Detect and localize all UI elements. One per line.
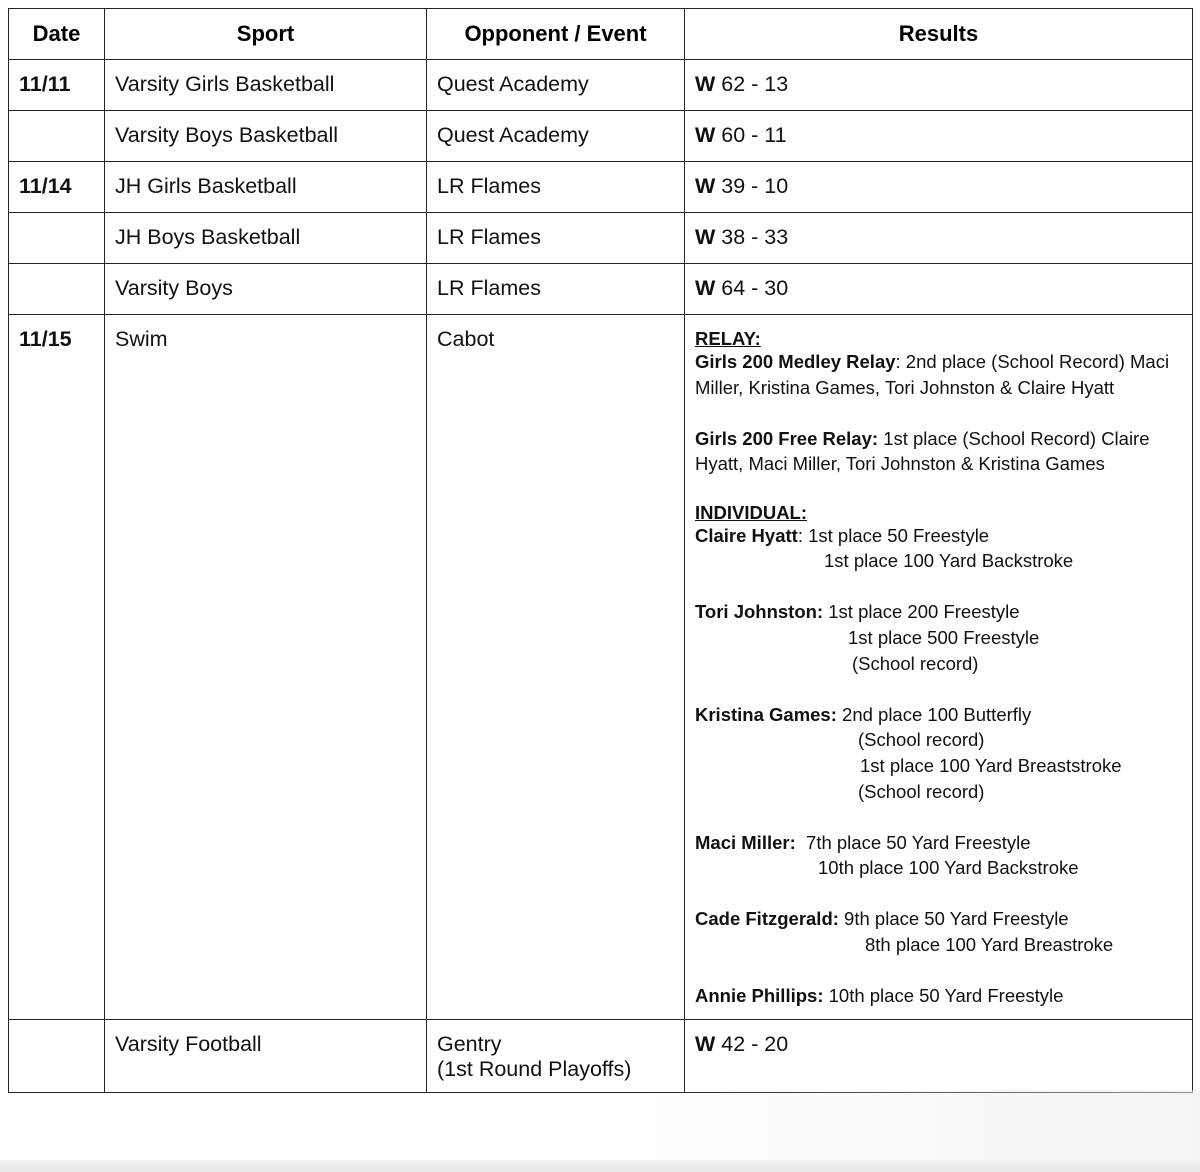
date-cell <box>9 213 105 264</box>
table-row-swim <box>9 315 1193 1020</box>
opponent-cell <box>427 1019 685 1092</box>
opponent-cell: Cabot <box>427 315 685 1020</box>
swimmer-entry <box>695 983 1182 1009</box>
date-cell <box>9 264 105 315</box>
swimmer-result-line: (School record) <box>858 729 985 751</box>
sport-cell: Swim <box>105 315 427 1020</box>
individual-heading: INDIVIDUAL: <box>695 501 808 523</box>
table-row <box>9 111 1193 162</box>
opponent-cell: LR Flames <box>427 264 685 315</box>
bottom-edge-strip <box>0 1160 1200 1172</box>
score: 39 - 10 <box>721 174 789 198</box>
date-cell: 11/14 <box>9 162 105 213</box>
swimmer-name: Tori Johnston: <box>695 601 824 623</box>
relay-entry <box>695 349 1182 400</box>
sport-cell: JH Boys Basketball <box>105 213 427 264</box>
swimmer-entry <box>695 830 1182 856</box>
table-row <box>9 60 1193 111</box>
relay-heading: RELAY: <box>695 328 761 349</box>
swimmer-result: 1st place 200 Freestyle <box>823 601 1020 623</box>
relay-entry <box>695 426 1182 477</box>
opponent-cell: LR Flames <box>427 213 685 264</box>
score: 64 - 30 <box>721 276 789 300</box>
swimmer-result: : 1st place 50 Freestyle <box>797 524 990 546</box>
swimmer-result-line: (School record) <box>858 780 985 802</box>
swimmer-result-line: 1st place 500 Freestyle <box>848 626 1040 648</box>
result-cell <box>685 162 1193 213</box>
swimmer-entry <box>695 523 1182 549</box>
swimmer-name: Cade Fitzgerald: <box>695 908 839 930</box>
swim-results-cell <box>685 315 1193 1020</box>
opponent-cell: LR Flames <box>427 162 685 213</box>
table-row <box>9 1019 1193 1092</box>
opponent-cell: Quest Academy <box>427 111 685 162</box>
date-cell: 11/15 <box>9 315 105 1020</box>
score: 38 - 33 <box>721 225 789 249</box>
sport-cell: Varsity Boys Basketball <box>105 111 427 162</box>
header-row <box>9 9 1193 60</box>
header-sport: Sport <box>105 9 427 60</box>
date-cell: 11/11 <box>9 60 105 111</box>
results-table <box>8 8 1193 1093</box>
swimmer-name: Annie Phillips: <box>695 985 824 1007</box>
win-mark: W <box>695 174 716 198</box>
relay-name: Girls 200 Medley Relay <box>695 351 896 372</box>
relay-name: Girls 200 Free Relay: <box>695 427 879 449</box>
swimmer-result: 7th place 50 Yard Freestyle <box>795 831 1031 853</box>
result-cell <box>685 213 1193 264</box>
swimmer-result: 2nd place 100 Butterfly <box>836 703 1032 725</box>
sport-cell: Varsity Girls Basketball <box>105 60 427 111</box>
sport-cell: JH Girls Basketball <box>105 162 427 213</box>
result-cell <box>685 264 1193 315</box>
table-row <box>9 162 1193 213</box>
swimmer-result-line: 1st place 100 Yard Breaststroke <box>860 754 1122 776</box>
score: 42 - 20 <box>721 1031 789 1056</box>
result-cell <box>685 111 1193 162</box>
swimmer-result: 9th place 50 Yard Freestyle <box>838 908 1069 930</box>
opponent-cell: Quest Academy <box>427 60 685 111</box>
sport-cell: Varsity Football <box>105 1019 427 1092</box>
result-cell <box>685 60 1193 111</box>
table-row <box>9 264 1193 315</box>
table-row <box>9 213 1193 264</box>
date-cell <box>9 1019 105 1092</box>
win-mark: W <box>695 1031 716 1056</box>
swimmer-result-line: (School record) <box>852 652 979 674</box>
header-date: Date <box>9 9 105 60</box>
swimmer-result-line: 8th place 100 Yard Breastroke <box>865 934 1114 956</box>
swimmer-entry <box>695 702 1182 728</box>
header-results: Results <box>685 9 1193 60</box>
relay-text: : 2nd place (School Record) Maci Miller, Kristina Games, Tori Johnston & Claire Hyatt <box>695 351 1170 398</box>
swimmer-name: Kristina Games: <box>695 703 837 725</box>
opponent-note: (1st Round Playoffs) <box>437 1056 632 1081</box>
result-cell <box>685 1019 1193 1092</box>
swimmer-result: 10th place 50 Yard Freestyle <box>823 985 1064 1007</box>
date-cell <box>9 111 105 162</box>
header-opponent: Opponent / Event <box>427 9 685 60</box>
swimmer-name: Claire Hyatt <box>695 524 798 546</box>
opponent-name: Gentry <box>437 1031 502 1056</box>
sport-cell: Varsity Boys <box>105 264 427 315</box>
win-mark: W <box>695 72 716 96</box>
swimmer-result-line: 1st place 100 Yard Backstroke <box>824 550 1074 572</box>
score: 60 - 11 <box>721 123 787 147</box>
relay-text: 1st place (School Record) Claire Hyatt, Maci Miller, Tori Johnston & Kristina Games <box>695 427 1150 475</box>
swimmer-result-line: 10th place 100 Yard Backstroke <box>818 857 1079 879</box>
swimmer-entry <box>695 599 1182 625</box>
score: 62 - 13 <box>721 72 789 96</box>
win-mark: W <box>695 225 716 249</box>
win-mark: W <box>695 276 716 300</box>
swimmer-name: Maci Miller: <box>695 831 796 853</box>
win-mark: W <box>695 123 716 147</box>
swimmer-entry <box>695 906 1182 932</box>
screenshot-shadow <box>640 1090 1200 1160</box>
